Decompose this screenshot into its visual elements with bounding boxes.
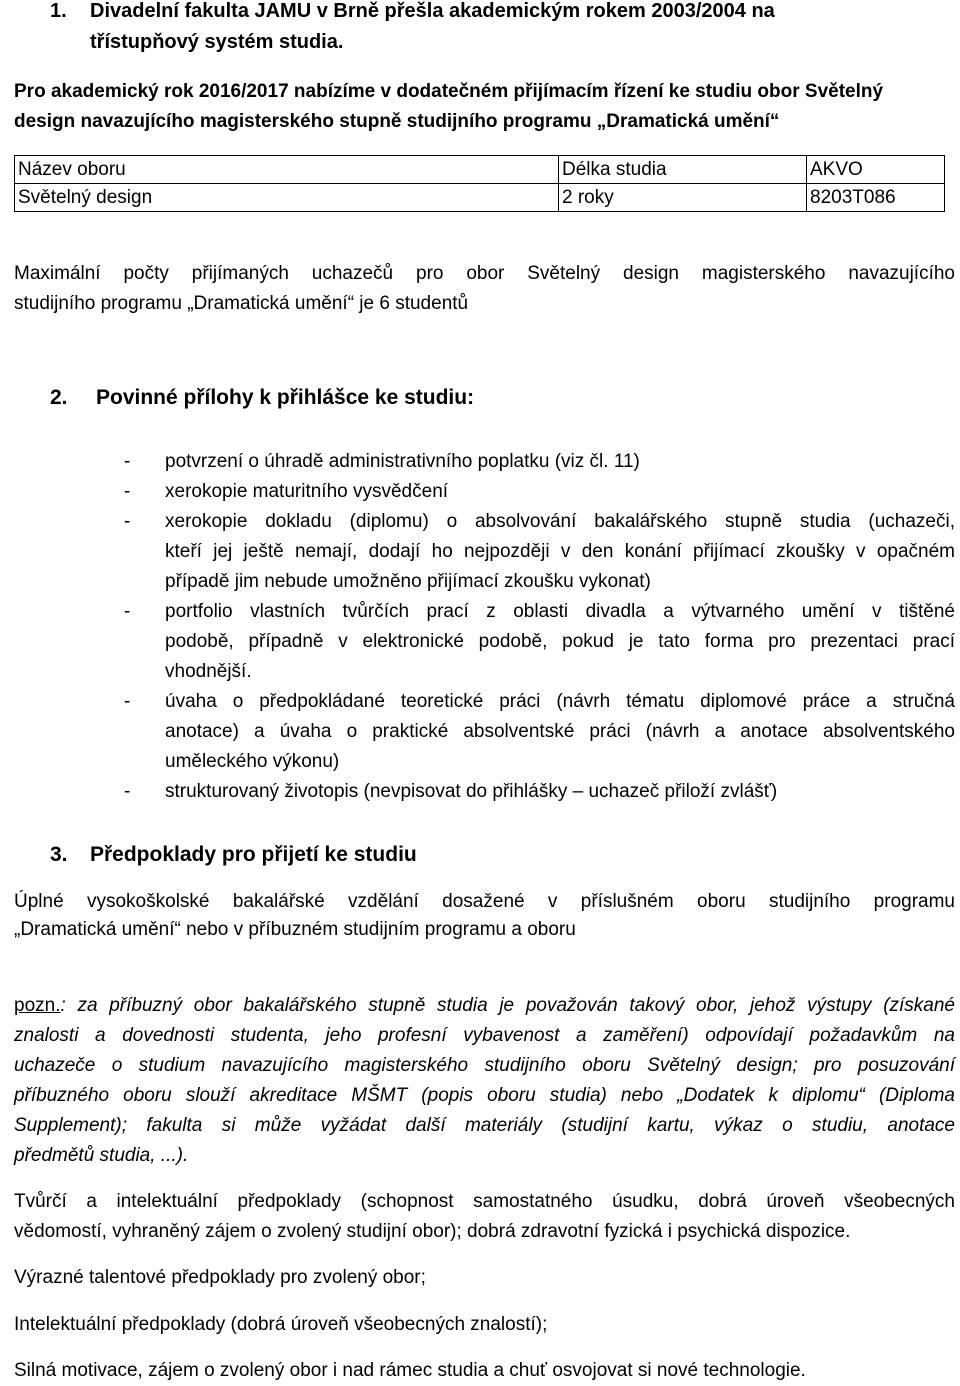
- talent-paragraph: Výrazné talentové předpoklady pro zvolený obor;: [14, 1267, 426, 1288]
- note-line-2: znalosti a dovednosti studenta, jeho profesní vybavenost a zaměření) odpovídají požadavkům na: [14, 1025, 955, 1046]
- list-bullet-dash: -: [124, 601, 131, 622]
- section-1-number: 1.: [50, 0, 67, 22]
- attachment-item-line: případě jim nebude umožněno přijímací zkoušku vykonat): [165, 571, 651, 592]
- attachment-item-line: kteří jej ještě nemají, dodají ho nejpozději v den konání přijímací zkoušky v opačném: [165, 541, 955, 562]
- table-header-cell: Název oboru: [15, 156, 559, 184]
- note-line-3: uchazeče o studium navazujícího magisterského studijního oboru Světelný design; pro posuzování: [14, 1055, 955, 1076]
- attachment-item-line: strukturovaný životopis (nevpisovat do přihlášky – uchazeč přiloží zvlášť): [165, 781, 778, 802]
- attachment-item-line: podobě, případně v elektronické podobě, pokud je tato forma pro prezentaci prací: [165, 631, 955, 652]
- note-line-1: [14, 995, 955, 1017]
- intellectual-paragraph: Intelektuální předpoklady (dobrá úroveň všeobecných znalostí);: [14, 1314, 548, 1335]
- capacity-line-2: studijního programu „Dramatická umění“ je 6 studentů: [14, 293, 469, 314]
- creative-line-1: Tvůrčí a intelektuální předpoklady (schopnost samostatného úsudku, dobrá úroveň všeobecných: [14, 1191, 955, 1212]
- section-2-title: Povinné přílohy k přihlášce ke studiu:: [96, 386, 475, 409]
- list-bullet-dash: -: [124, 511, 131, 532]
- intro-line-1: Pro akademický rok 2016/2017 nabízíme v dodatečném přijímacím řízení ke studiu obor Světelný: [14, 81, 884, 102]
- table-cell: 2 roky: [559, 184, 807, 212]
- attachment-item-line: úvaha o předpokládané teoretické práci (návrh tématu diplomové práce a stručná: [165, 691, 955, 712]
- attachment-item-line: anotace) a úvaha o praktické absolventské práci (návrh a anotace absolventského: [165, 721, 955, 742]
- table-cell: Světelný design: [15, 184, 559, 212]
- attachment-item-line: xerokopie maturitního vysvědčení: [165, 481, 449, 502]
- attachment-item-line: xerokopie dokladu (diplomu) o absolvování bakalářského stupně studia (uchazeči,: [165, 511, 955, 532]
- table-header-cell: AKVO: [807, 156, 945, 184]
- program-table: [14, 155, 945, 212]
- note-label: pozn.: [14, 995, 61, 1016]
- intro-line-2: design navazujícího magisterského stupně studijního programu „Dramatická umění“: [14, 111, 780, 132]
- attachment-item-line: potvrzení o úhradě administrativního poplatku (viz čl. 11): [165, 451, 640, 472]
- motivation-paragraph: Silná motivace, zájem o zvolený obor i nad rámec studia a chuť osvojovat si nové technologie.: [14, 1360, 806, 1381]
- note-line-6: předmětů studia, ...).: [14, 1145, 189, 1166]
- capacity-line-1: Maximální počty přijímaných uchazečů pro obor Světelný design magisterského navazujícího: [14, 263, 955, 284]
- table-header-row: [15, 156, 945, 184]
- section-1-title-line-2: třístupňový systém studia.: [90, 31, 344, 53]
- section-2-number: 2.: [50, 386, 68, 409]
- attachment-item-line: uměleckého výkonu): [165, 751, 340, 772]
- list-bullet-dash: -: [124, 481, 131, 502]
- table-header-cell: Délka studia: [559, 156, 807, 184]
- section-3-title: Předpoklady pro přijetí ke studiu: [90, 843, 417, 866]
- attachment-item-line: vhodnější.: [165, 661, 252, 682]
- list-bullet-dash: -: [124, 691, 131, 712]
- note-line-4: příbuzného oboru slouží akreditace MŠMT (popis oboru studia) nebo „Dodatek k diplomu“ (Diploma: [14, 1085, 955, 1106]
- section-3-number: 3.: [50, 843, 68, 866]
- prerequisites-line-1: Úplné vysokoškolské bakalářské vzdělání dosažené v příslušném oboru studijního programu: [14, 891, 955, 912]
- list-bullet-dash: -: [124, 781, 131, 802]
- list-bullet-dash: -: [124, 451, 131, 472]
- creative-line-2: vědomostí, vyhraněný zájem o zvolený studijní obor); dobrá zdravotní fyzická i psychická dispozice.: [14, 1221, 851, 1242]
- section-1-title-line-1: Divadelní fakulta JAMU v Brně přešla akademickým rokem 2003/2004 na: [90, 0, 775, 22]
- attachment-item-line: portfolio vlastních tvůrčích prací z oblasti divadla a výtvarného umění v tištěné: [165, 601, 955, 622]
- note-line-5: Supplement); fakulta si může vyžádat další materiály (studijní kartu, výkaz o studiu, anotace: [14, 1115, 955, 1136]
- prerequisites-line-2: „Dramatická umění“ nebo v příbuzném studijním programu a oboru: [14, 919, 576, 940]
- note-text: : za příbuzný obor bakalářského stupně studia je považován takový obor, jehož výstupy (získané: [60, 995, 955, 1016]
- table-row: [15, 184, 945, 212]
- table-cell: 8203T086: [807, 184, 945, 212]
